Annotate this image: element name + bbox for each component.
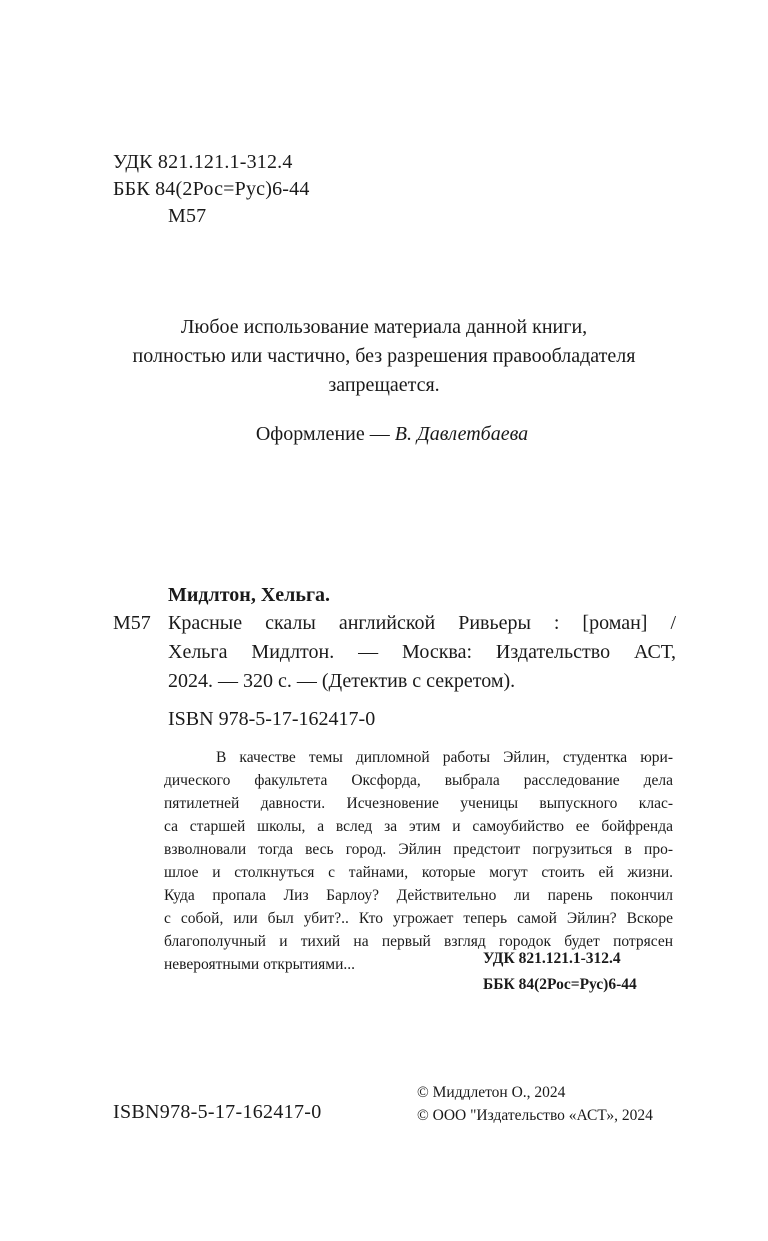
annotation-line: пятилетней давности. Исчезновение ученицы выпускного клас- xyxy=(164,795,673,812)
bbk-code-bottom: ББК 84(2Рос=Рус)6-44 xyxy=(483,976,637,993)
bib-author-code: М57 xyxy=(113,612,151,634)
bib-isbn: ISBN 978-5-17-162417-0 xyxy=(168,708,376,730)
annotation-line: В качестве темы дипломной работы Эйлин, студентка юри- xyxy=(216,749,673,766)
bib-author: Мидлтон, Хельга. xyxy=(168,584,331,606)
rights-notice-line-3: запрещается. xyxy=(328,374,440,396)
copyright-publisher: © ООО "Издательство «АСТ», 2024 xyxy=(417,1107,653,1124)
isbn-footer: ISBN978-5-17-162417-0 xyxy=(113,1101,322,1123)
annotation-line: взволновали тогда весь город. Эйлин предстоит погрузиться в про- xyxy=(164,841,673,858)
annotation-line: с собой, или был убит?.. Кто угрожает теперь самой Эйлин? Вскоре xyxy=(164,910,673,927)
bib-title-line-3: 2024. — 320 с. — (Детектив с секретом). xyxy=(168,670,516,692)
annotation-line: Куда пропала Лиз Барлоу? Действительно ли парень покончил xyxy=(164,887,673,904)
design-credit-label: Оформление — xyxy=(255,423,395,445)
annotation-line: дического факультета Оксфорда, выбрала расследование дела xyxy=(164,772,673,789)
design-credit xyxy=(0,421,768,447)
rights-notice-line-2: полностью или частично, без разрешения правообладателя xyxy=(132,345,636,367)
rights-notice-line-1: Любое использование материала данной книги, xyxy=(180,316,588,338)
udk-code: УДК 821.121.1-312.4 xyxy=(113,151,293,173)
designer-name: В. Давлетбаева xyxy=(394,423,529,445)
bbk-code: ББК 84(2Рос=Рус)6-44 xyxy=(113,178,310,200)
author-sign-code: М57 xyxy=(168,205,207,227)
copyright-author: © Миддлетон О., 2024 xyxy=(417,1084,566,1101)
annotation-line: шлое и столкнуться с тайнами, которые могут стоить ей жизни. xyxy=(164,864,673,881)
bib-title-line-2: Хельга Мидлтон. — Москва: Издательство АСТ, xyxy=(168,641,676,663)
bib-title-line-1: Красные скалы английской Ривьеры : [роман] / xyxy=(168,612,676,634)
annotation-line: благополучный и тихий на первый взгляд городок будет потрясен xyxy=(164,933,673,950)
annotation-line: са старшей школы, а вслед за этим и самоубийство ее бойфренда xyxy=(164,818,673,835)
annotation-line: невероятными открытиями... xyxy=(164,956,356,973)
udk-code-bottom: УДК 821.121.1-312.4 xyxy=(483,950,621,967)
